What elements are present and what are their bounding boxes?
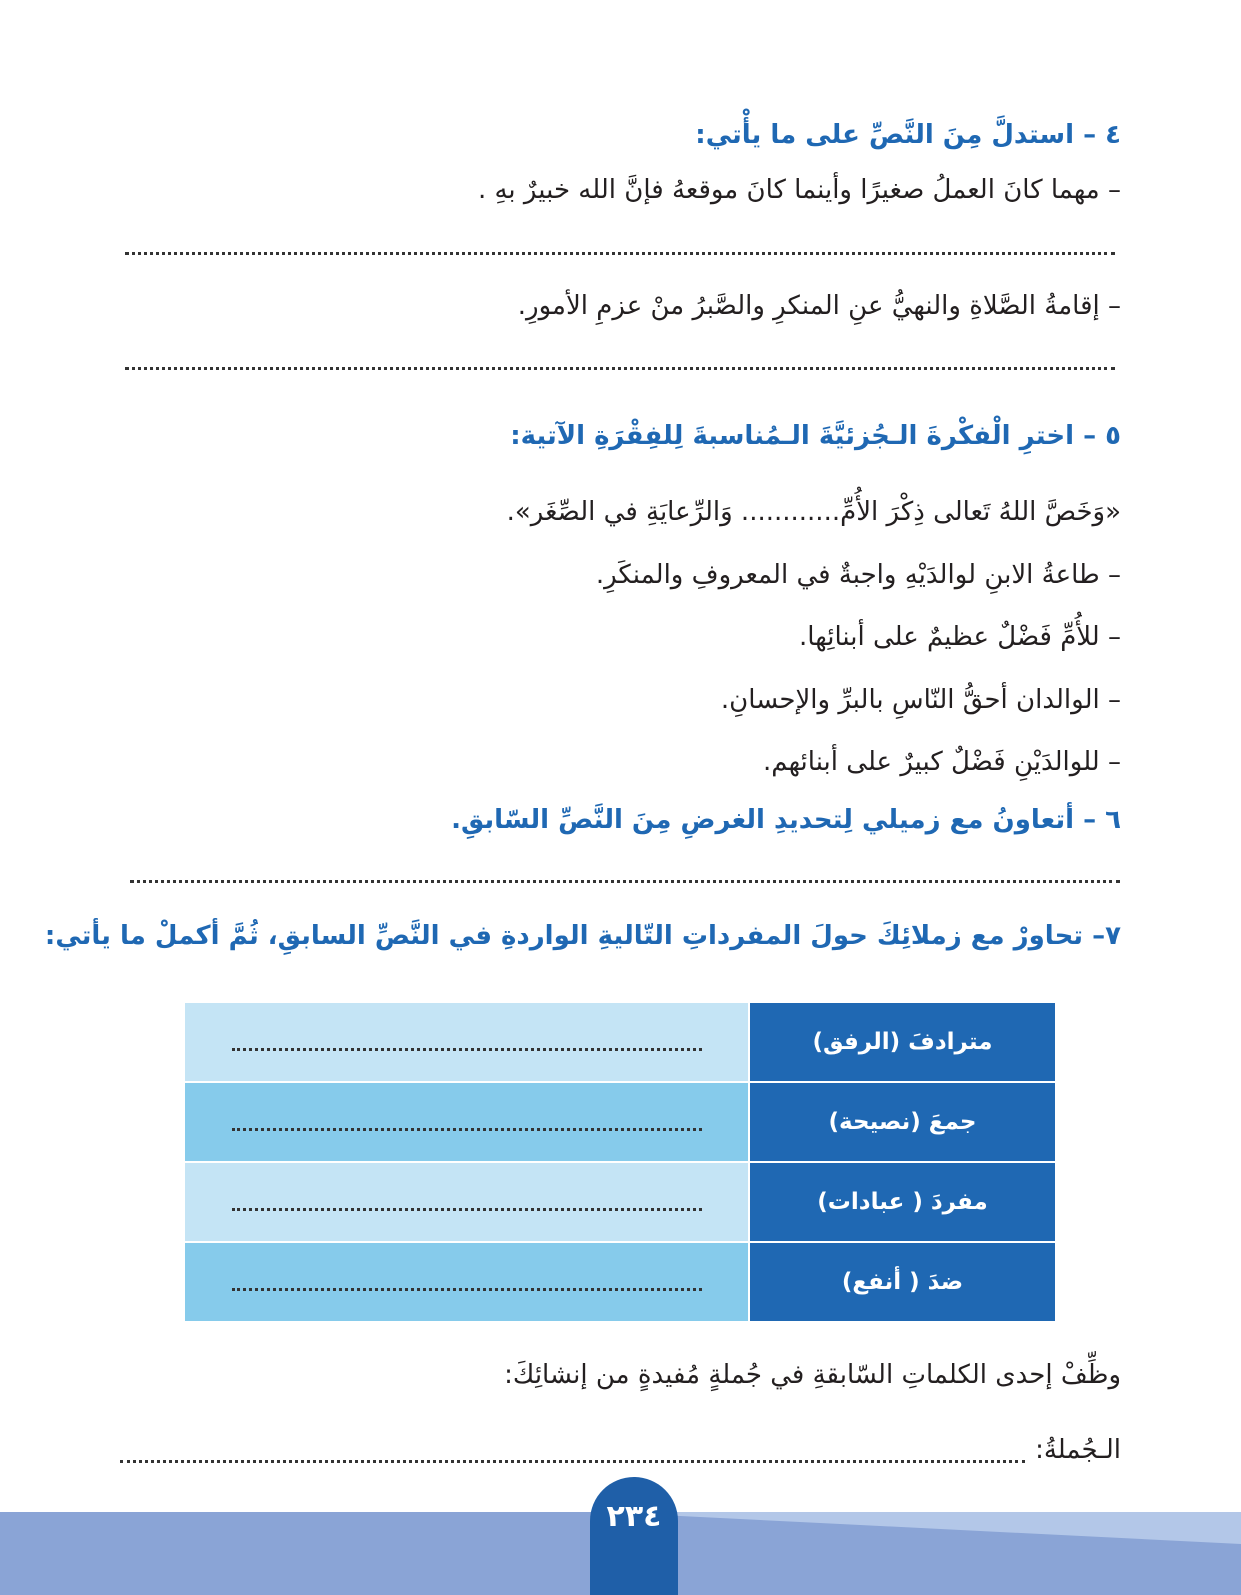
question-5-heading: ٥ – اخترِ الْفكْرةَ الـجُزئيَّةَ الـمُناسبةَ لِلفِقْرَةِ الآتية:: [510, 421, 1121, 451]
sentence-label: الـجُملةُ:: [1035, 1435, 1121, 1465]
question-6-heading: ٦ – أتعاونُ مع زميلي لِتحديدِ الغرضِ مِنَ النَّصِّ السّابقِ.: [451, 805, 1121, 835]
answer-line-4b[interactable]: [125, 367, 1115, 370]
question-5-option-1[interactable]: – طاعةُ الابنِ لوالدَيْهِ واجبةٌ في المعروفِ والمنكَرِ.: [595, 560, 1121, 590]
answer-cell[interactable]: [185, 1243, 748, 1321]
row-label: مترادفَ (الرفق): [750, 1003, 1055, 1081]
vocabulary-table: [185, 1003, 1055, 1323]
table-row: [185, 1083, 1055, 1161]
row-label: جمعَ (نصيحة): [750, 1083, 1055, 1161]
table-row: [185, 1163, 1055, 1241]
table-row: [185, 1243, 1055, 1321]
question-5-option-4[interactable]: – للوالدَيْنِ فَضْلٌ كبيرٌ على أبنائهم.: [763, 747, 1121, 777]
answer-cell[interactable]: [185, 1003, 748, 1081]
question-4-item-1: – مهما كانَ العملُ صغيرًا وأينما كانَ موقعهُ فإنَّ الله خبيرٌ بهِ .: [477, 175, 1121, 205]
answer-line-4a[interactable]: [125, 252, 1115, 255]
usage-instruction: وظِّفْ إحدى الكلماتِ السّابقةِ في جُملةٍ مُفيدةٍ من إنشائِكَ:: [504, 1360, 1121, 1390]
question-4-item-2: – إقامةُ الصَّلاةِ والنهيُّ عنِ المنكرِ والصَّبرُ منْ عزمِ الأمورِ.: [517, 291, 1121, 321]
answer-cell[interactable]: [185, 1083, 748, 1161]
answer-dots: [232, 1208, 702, 1211]
row-label: ضدَ ( أنفع): [750, 1243, 1055, 1321]
answer-line-6[interactable]: [130, 880, 1120, 883]
question-5-quote: «وَخَصَّ اللهُ تَعالى ذِكْرَ الأُمِّ............ وَالرِّعايَةِ في الصِّغَر».: [506, 497, 1121, 527]
page-number: ٢٣٤: [590, 1477, 678, 1595]
table-row: [185, 1003, 1055, 1081]
row-label: مفردَ ( عبادات): [750, 1163, 1055, 1241]
question-5-option-2[interactable]: – للأُمِّ فَضْلٌ عظيمٌ على أبنائِها.: [799, 622, 1121, 652]
answer-dots: [232, 1048, 702, 1051]
question-5-option-3[interactable]: – الوالدان أحقُّ النّاسِ بالبرِّ والإحسانِ.: [720, 685, 1121, 715]
question-4-heading: ٤ – استدلَّ مِنَ النَّصِّ على ما يأْتي:: [695, 120, 1121, 150]
answer-dots: [232, 1288, 702, 1291]
answer-dots: [232, 1128, 702, 1131]
question-7-heading: ٧– تحاورْ مع زملائِكَ حولَ المفرداتِ التّاليةِ الواردةِ في النَّصِّ السابقِ، ثُمَّ أكملْ ما يأتي:: [44, 921, 1121, 951]
answer-cell[interactable]: [185, 1163, 748, 1241]
